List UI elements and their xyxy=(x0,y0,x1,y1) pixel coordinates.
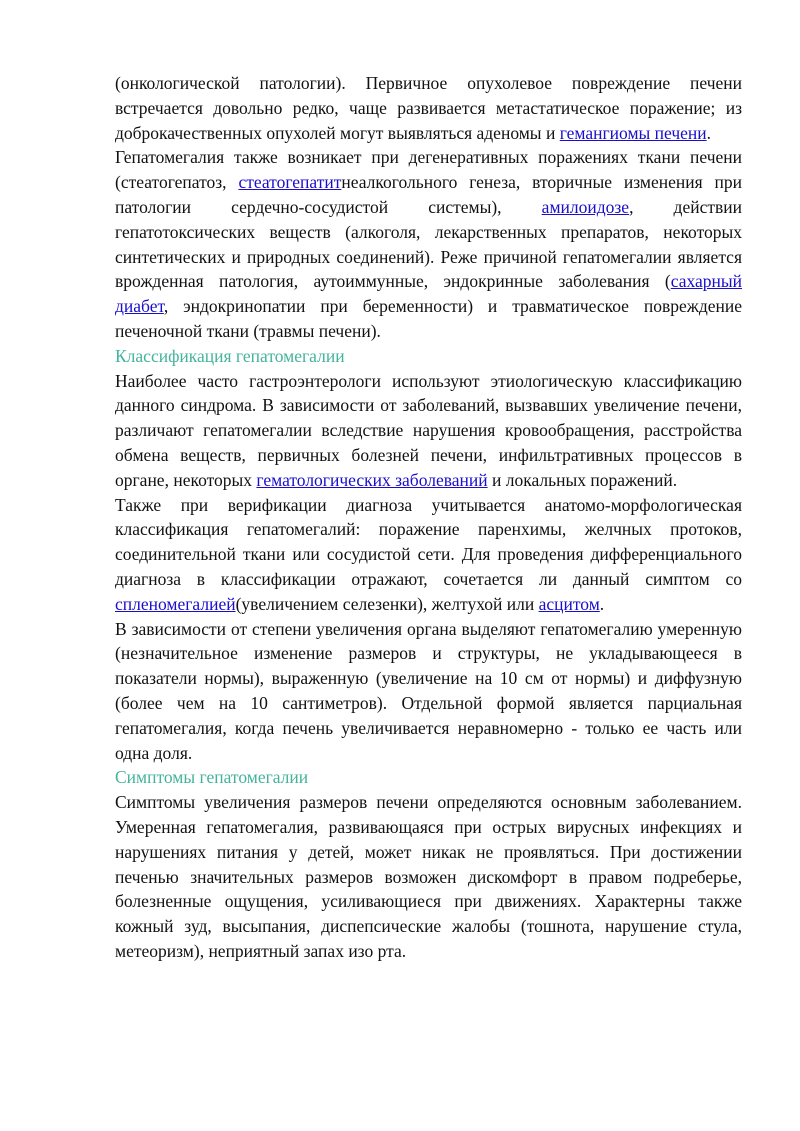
paragraph-text: , действии гепатотоксических веществ (алкоголя, лекарственных препаратов, некоторых синтетических и природных соединений). Реже причиной гепатомегалии является врожденная патология, аутоиммунные, эндокринные заболевания ( xyxy=(115,196,742,292)
heading-symptoms: Симптомы гепатомегалии xyxy=(115,767,309,788)
paragraph-text: . xyxy=(599,593,605,614)
paragraph-degree: В зависимости от степени увеличения органа выделяют гепатомегалию умеренную (незначительное изменение размеров и структуры, не укладывающееся в показатели нормы), выраженную (увеличение на 10 см от нормы) и диффузную (более чем на 10 сантиметров). Отдельной формой является парциальная гепатомегалия, когда печень увеличивается неравномерно - только ее часть или одна доля. xyxy=(115,618,742,763)
paragraph-text: и локальных поражений. xyxy=(487,469,678,490)
paragraph-text: Гепатомегалия также возникает при дегенеративных поражениях ткани печени (стеатогепатоз, xyxy=(115,147,742,193)
paragraph-text: Также при верификации диагноза учитывается анатомо-морфологическая классификация гепатомегалий: поражение паренхимы, желчных протоков, соединительной ткани или сосудистой сети. Для проведения дифференциального диагноза в классификации отражают, сочетается ли данный симптом со xyxy=(115,494,742,589)
paragraph-text: . xyxy=(706,122,712,143)
link-ascites[interactable]: асцитом xyxy=(538,593,600,614)
paragraph-etiological xyxy=(115,369,742,493)
paragraph-text: неалкогольного генеза, вторичные изменения при патологии сердечно-сосудистой системы), xyxy=(115,172,742,217)
paragraph-morphological xyxy=(115,493,742,617)
paragraph-text: , эндокринопатии при беременности) и травматическое повреждение печеночной ткани (травмы печени). xyxy=(115,296,742,341)
paragraph-text: (увеличением селезенки), желтухой или xyxy=(235,593,539,614)
link-steatohepatitis[interactable]: стеатогепатит xyxy=(238,172,342,193)
paragraph-text: (онкологической патологии). Первичное опухолевое повреждение печени встречается довольно редко, чаще развивается метастатическое поражение; из доброкачественных опухолей могут выявляться аденомы и xyxy=(115,73,742,143)
link-splenomegaly[interactable]: спленомегалией xyxy=(115,593,236,614)
link-diabetes[interactable]: сахарный диабет xyxy=(115,271,742,317)
paragraph-oncology xyxy=(115,71,742,145)
link-hematological-diseases[interactable]: гематологических заболеваний xyxy=(256,469,488,490)
link-amyloidosis[interactable]: амилоидозе xyxy=(541,196,630,217)
heading-classification: Классификация гепатомегалии xyxy=(115,345,345,366)
link-hemangioma[interactable]: гемангиомы печени xyxy=(559,122,707,143)
document-page xyxy=(115,71,742,964)
paragraph-degenerative xyxy=(115,145,742,343)
paragraph-symptoms: Симптомы увеличения размеров печени определяются основным заболеванием. Умеренная гепатомегалия, развивающаяся при острых вирусных инфекциях и нарушениях питания у детей, может никак не проявляться. При достижении печенью значительных размеров возможен дискомфорт в правом подреберье, болезненные ощущения, усиливающиеся при движениях. Характерны также кожный зуд, высыпания, диспепсические жалобы (тошнота, нарушение стула, метеоризм), неприятный запах изо рта. xyxy=(115,792,742,961)
paragraph-text: Наиболее часто гастроэнтерологи используют этиологическую классификацию данного синдрома. В зависимости от заболеваний, вызвавших увеличение печени, различают гепатомегалии вследствие нарушения кровообращения, расстройства обмена веществ, первичных болезней печени, инфильтративных процессов в органе, некоторых xyxy=(115,370,742,490)
